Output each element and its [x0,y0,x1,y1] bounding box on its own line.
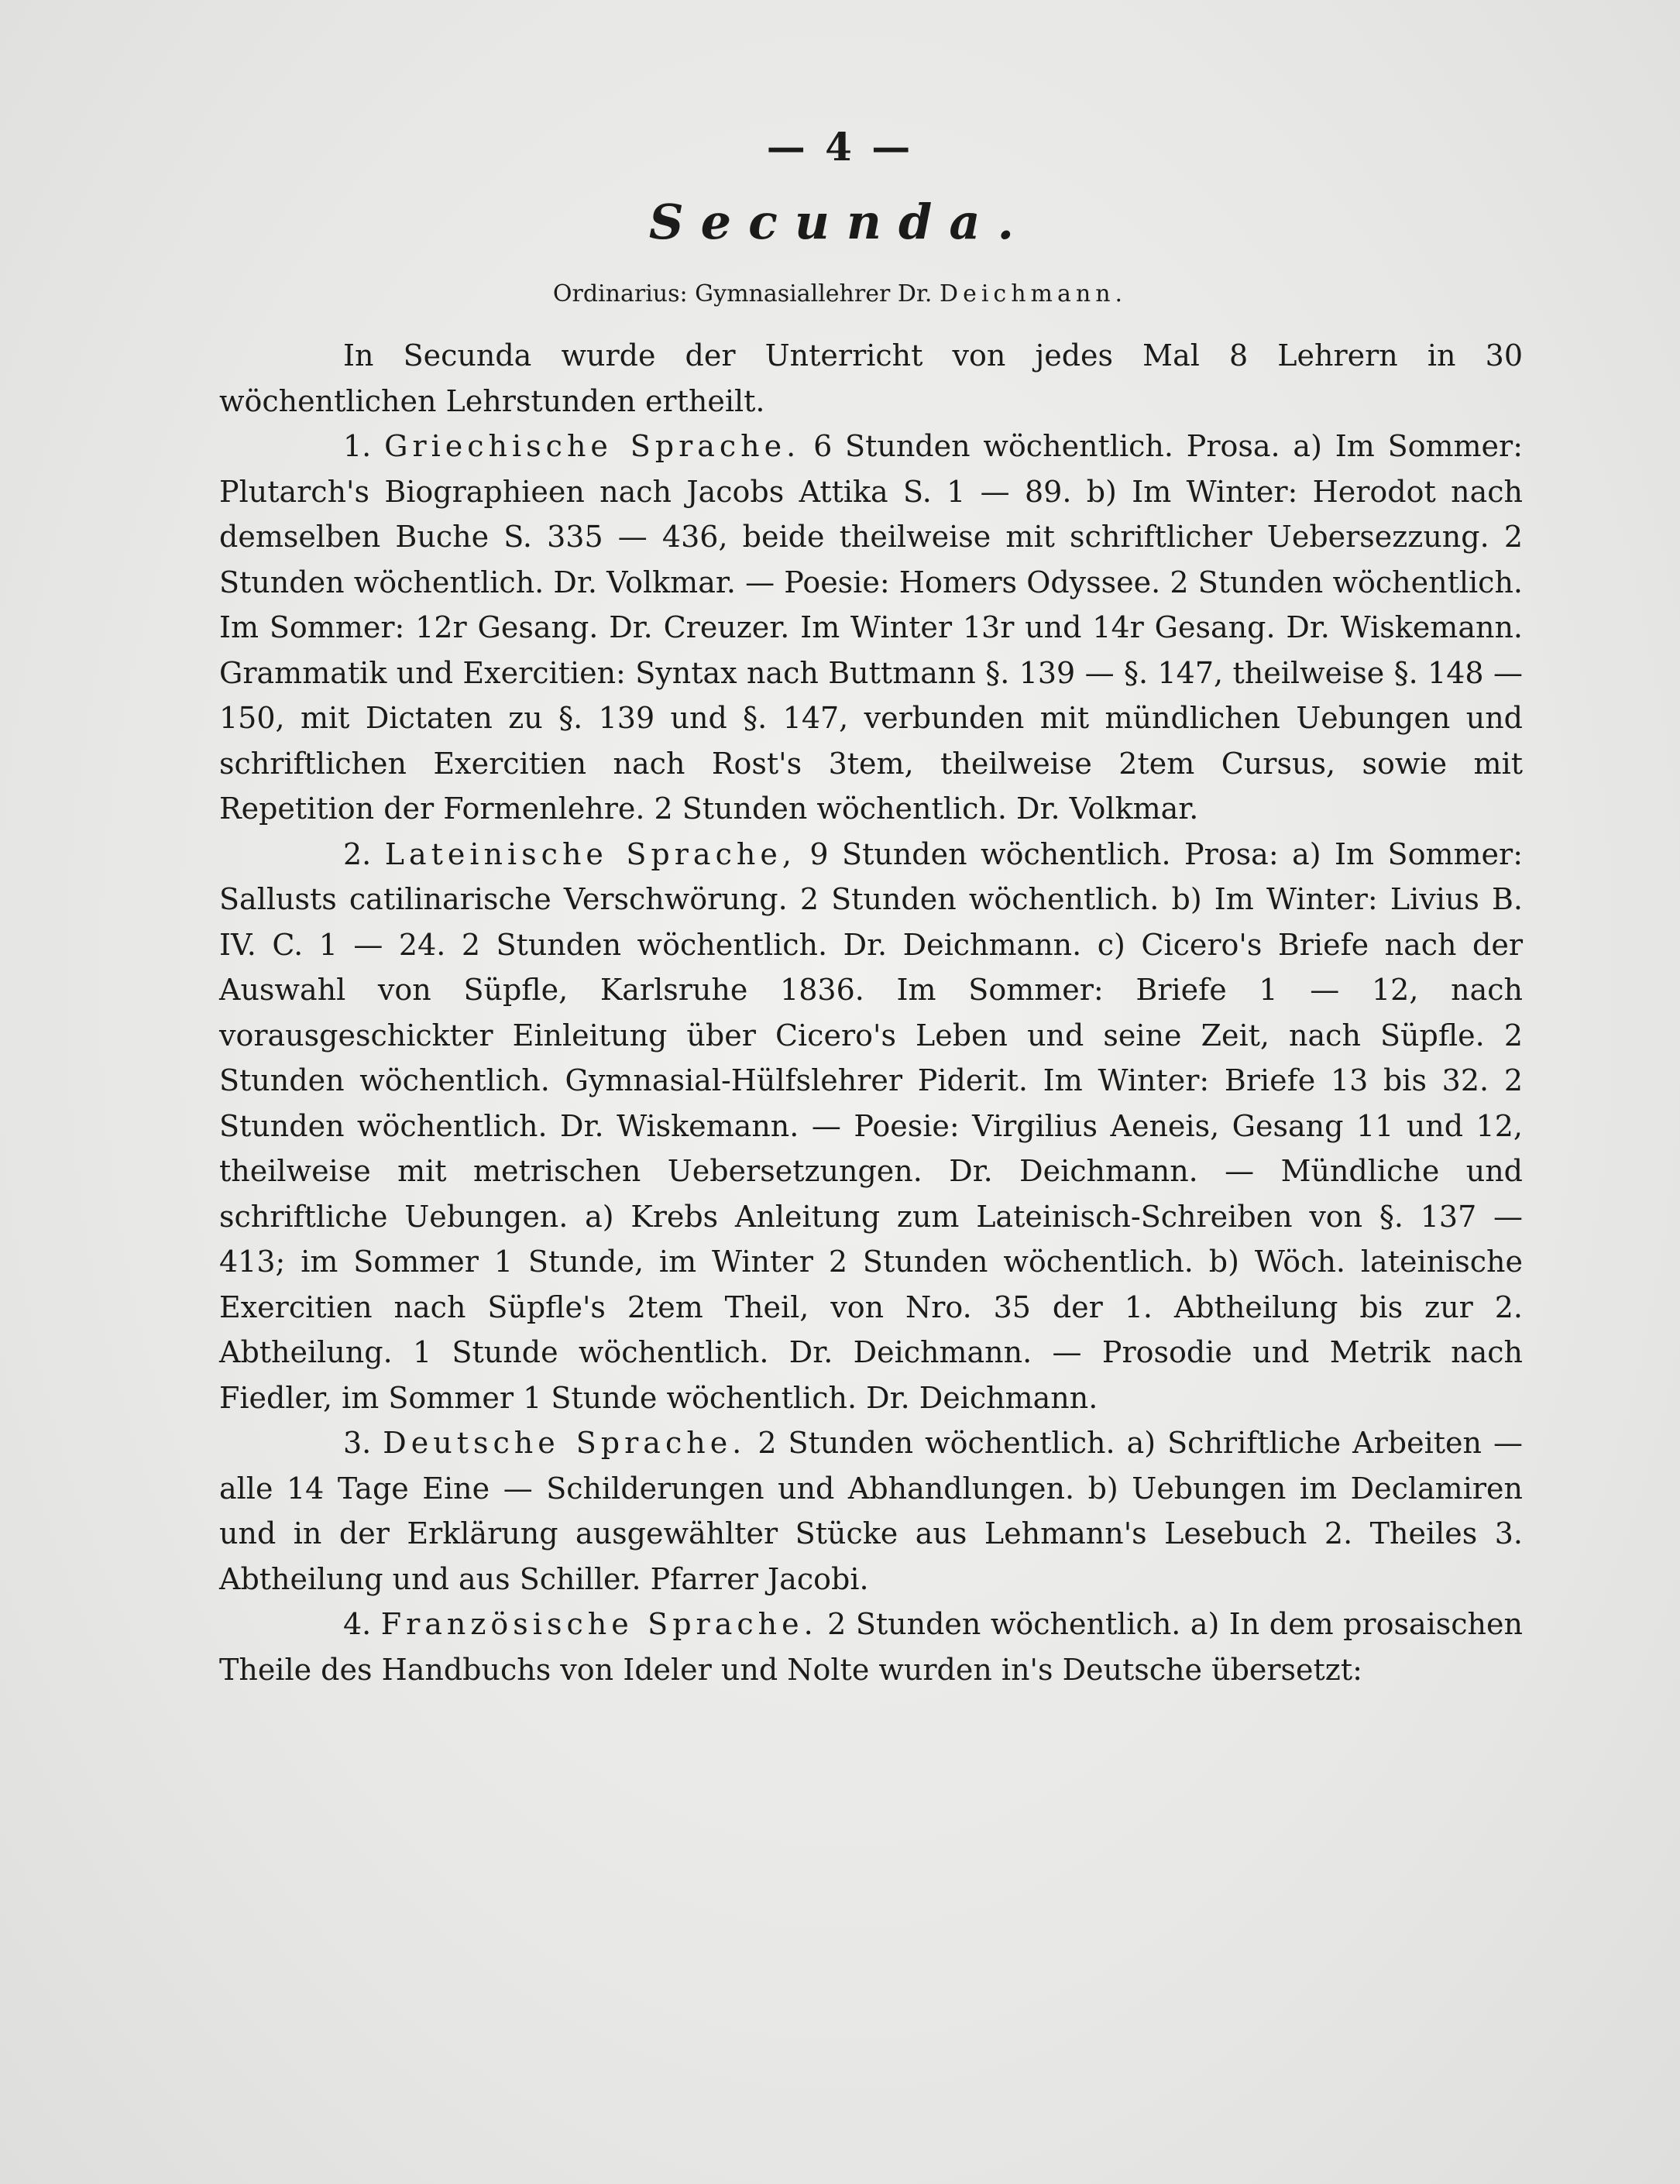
section-number: 3. [343,1426,372,1460]
ordinarius-teacher-prefix: Gymnasiallehrer Dr. [695,280,933,307]
ordinarius-label: Ordinarius: [552,280,688,307]
section-french [219,1602,1523,1692]
ordinarius-line [0,280,1680,307]
section-number: 2. [343,836,372,871]
ordinarius-teacher-name: Deichmann. [940,280,1128,307]
section-title: Secunda. [648,194,1032,250]
section-text: 2 Stunden wöchentlich. a) Schriftliche Arbeiten — alle 14 Tage Eine — Schilderungen und Abhandlungen. b) Uebungen im Declamiren und in der Erklärung ausgewählter Stücke aus Lehmann's Lesebuch 2. Theiles 3. Abtheilung und aus Schiller. Pfarrer Jacobi. [219,1426,1523,1596]
section-text: 9 Stunden wöchentlich. Prosa: a) Im Sommer: Sallusts catilinarische Verschwörung. 2 Stunden wöchentlich. b) Im Winter: Livius B. IV. C. 1 — 24. 2 Stunden wöchentlich. Dr. Deichmann. c) Cicero's Briefe nach der Auswahl von Süpfle, Karlsruhe 1836. Im Sommer: Briefe 1 — 12, nach vorausgeschickter Einleitung über Cicero's Leben und seine Zeit, nach Süpfle. 2 Stunden wöchentlich. Gymnasial-Hülfslehrer Piderit. Im Winter: Briefe 13 bis 32. 2 Stunden wöchentlich. Dr. Wiskemann. — Poesie: Virgilius Aeneis, Gesang 11 und 12, theilweise mit metrischen Uebersetzungen. Dr. Deichmann. — Mündliche und schriftliche Uebungen. a) Krebs Anleitung zum Lateinisch-Schreiben von §. 137 — 413; im Sommer 1 Stunde, im Winter 2 Stunden wöchentlich. b) Wöch. lateinische Exercitien nach Süpfle's 2tem Theil, von Nro. 35 der 1. Abtheilung bis zur 2. Abtheilung. 1 Stunde wöchentlich. Dr. Deichmann. — Prosodie und Metrik nach Fiedler, im Sommer 1 Stunde wöchentlich. Dr. Deichmann. [219,836,1523,1415]
section-heading: Deutsche Sprache. [383,1426,747,1460]
section-heading: Französische Sprache. [380,1607,818,1641]
intro-paragraph: In Secunda wurde der Unterricht von jedes Mal 8 Lehrern in 30 wöchentlichen Lehrstunden ertheilt. [219,338,1523,418]
section-text: 2 Stunden wöchentlich. a) In dem prosaischen Theile des Handbuchs von Ideler und Nolte wurden in's Deutsche übersetzt: [219,1607,1523,1687]
section-text: 6 Stunden wöchentlich. Prosa. a) Im Sommer: Plutarch's Biographieen nach Jacobs Attika S. 1 — 89. b) Im Winter: Herodot nach demselben Buche S. 335 — 436, beide theilweise mit schriftlicher Uebersezzung. 2 Stunden wöchentlich. Dr. Volkmar. — Poesie: Homers Odyssee. 2 Stunden wöchentlich. Im Sommer: 12r Gesang. Dr. Creuzer. Im Winter 13r und 14r Gesang. Dr. Wiskemann. Grammatik und Exercitien: Syntax nach Buttmann §. 139 — §. 147, theilweise §. 148 — 150, mit Dictaten zu §. 139 und §. 147, verbunden mit mündlichen Uebungen und schriftlichen Exercitien nach Rost's 3tem, theilweise 2tem Cursus, sowie mit Repetition der Formenlehre. 2 Stunden wöchentlich. Dr. Volkmar. [219,429,1523,826]
section-greek [219,424,1523,832]
page-number: — 4 — [766,124,914,170]
section-german [219,1420,1523,1602]
section-number: 4. [343,1607,372,1641]
section-number: 1. [343,429,372,463]
body-text [219,333,1523,1692]
section-latin [219,832,1523,1421]
section-heading: Griechische Sprache. [384,429,801,463]
section-heading: Lateinische Sprache, [384,836,796,871]
